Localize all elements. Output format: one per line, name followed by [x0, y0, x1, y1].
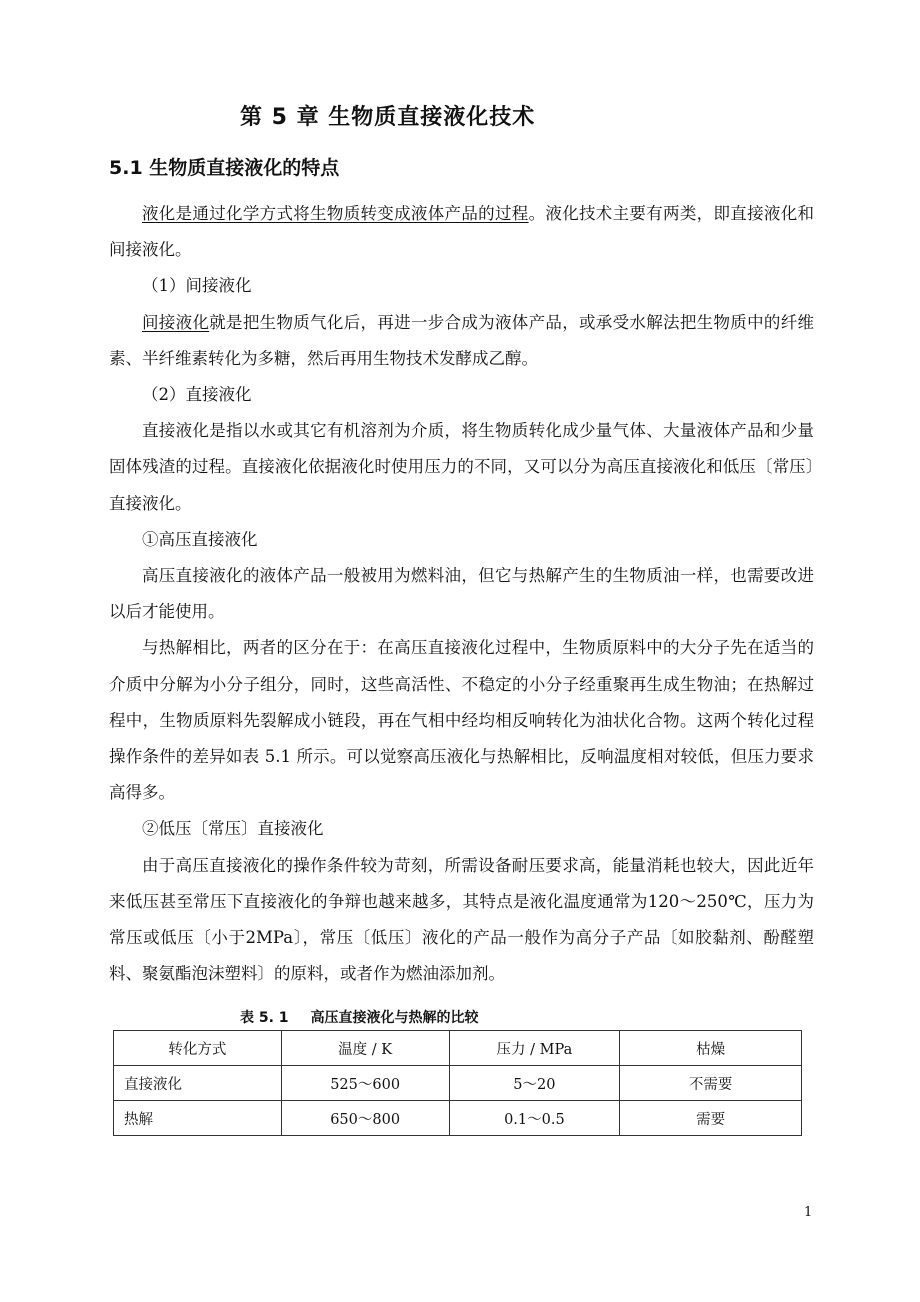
underlined-definition: 液化是通过化学方式将生物质转变成液体产品的过程: [142, 204, 529, 223]
subheading-low-pressure: ②低压〔常压〕直接液化: [142, 819, 324, 839]
paragraph-indirect-rest: 就是把生物质气化后，再进一步合成为液体产品，或承受水解法把生物质中的纤维素、半纤维素转化为多糖，然后再用生物技术发酵成乙醇。: [109, 312, 815, 368]
table-header-row: [114, 1031, 802, 1066]
table-cell: 0.1～0.5: [449, 1101, 620, 1136]
paragraph-intro-rest: 。液化技术主要有两类，即直接液化和间接液化。: [109, 204, 815, 260]
item-heading-indirect: （1）间接液化: [142, 276, 252, 296]
paragraph-direct: 直接液化是指以水或其它有机溶剂为介质，将生物质转化成少量气体、大量液体产品和少量固体残渣的过程。直接液化依据液化时使用压力的不同，又可以分为高压直接液化和低压〔常压〕直接液化。: [109, 421, 814, 513]
paragraph-high-pressure: 高压直接液化的液体产品一般被用为燃料油，但它与热解产生的生物质油一样，也需要改进以后才能使用。: [109, 566, 814, 622]
table-cell: 热解: [114, 1101, 282, 1136]
comparison-table: [113, 1030, 802, 1136]
table-cell: 5～20: [449, 1066, 620, 1101]
subheading-high-pressure: ①高压直接液化: [142, 529, 258, 549]
chapter-title: 第 5 章 生物质直接液化技术: [240, 105, 536, 130]
table-cell: 直接液化: [114, 1066, 282, 1101]
table-cell: 650～800: [281, 1101, 449, 1136]
underlined-term: 间接液化: [142, 312, 210, 332]
paragraph-comparison: 与热解相比，两者的区分在于：在高压直接液化过程中，生物质原料中的大分子先在适当的介质中分解为小分子组分，同时，这些高活性、不稳定的小分子经重聚再生成生物油；在热解过程中，生物质原料先裂解成小链段，再在气相中经均相反响转化为油状化合物。这两个转化过程操作条件的差异如表 5.1 所示。可以觉察高压液化与热解相比，反响温度相对较低，但压力要求高得多。: [109, 638, 814, 803]
paragraph-intro: [109, 196, 814, 268]
paragraph-indirect: [109, 305, 814, 377]
table-caption: [240, 1007, 479, 1027]
paragraph-low-pressure: 由于高压直接液化的操作条件较为苛刻，所需设备耐压要求高，能量消耗也较大，因此近年来低压甚至常压下直接液化的争辩也越来越多，其特点是液化温度通常为120～250℃，压力为常压或低压〔小于2MPa〕，常压〔低压〕液化的产品一般作为高分子产品〔如胶黏剂、酚醛塑料、聚氨酯泡沫塑料〕的原料，或者作为燃油添加剂。: [109, 855, 814, 984]
table-row: [114, 1066, 802, 1101]
table-header-cell: 转化方式: [114, 1031, 282, 1066]
table-caption-number: 表 5. 1: [240, 1010, 289, 1026]
table-cell: 不需要: [620, 1066, 802, 1101]
section-title: 5.1 生物质直接液化的特点: [109, 157, 340, 179]
table-cell: 525～600: [281, 1066, 449, 1101]
body-text: [109, 196, 814, 992]
table-row: [114, 1101, 802, 1136]
table-caption-title: 高压直接液化与热解的比较: [310, 1010, 479, 1026]
page-number: 1: [804, 1205, 813, 1220]
item-heading-direct: （2）直接液化: [142, 385, 252, 405]
table-header-cell: 温度 / K: [281, 1031, 449, 1066]
table-cell: 需要: [620, 1101, 802, 1136]
table-header-cell: 枯燥: [620, 1031, 802, 1066]
table-header-cell: 压力 / MPa: [449, 1031, 620, 1066]
